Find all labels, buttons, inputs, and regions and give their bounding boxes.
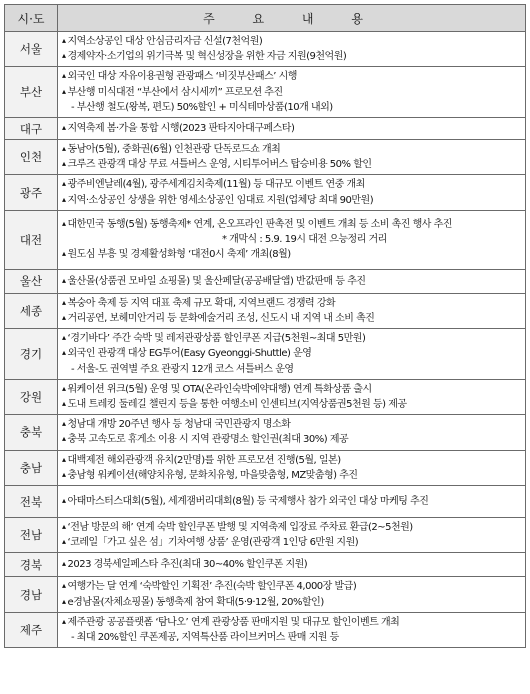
bullet-item: ▴ 부산행 미식대전 “부산에서 삼시세끼” 프로모션 추진 <box>62 85 522 100</box>
bullet-item: ▴ 지역·소상공인 상생을 위한 영세소상공인 임대료 지원(업체당 최대 90만원) <box>62 193 522 208</box>
bullet-item: ▴ 복숭아 축제 등 지역 대표 축제 규모 확대, 지역브랜드 경쟁력 강화 <box>62 296 522 311</box>
sub-item: * 개막식 : 5.9. 19시 대전 으능정리 거리 <box>222 234 387 246</box>
region-cell: 경남 <box>5 577 58 612</box>
content-column-header: 주 요 내 용 <box>58 5 526 32</box>
content-cell <box>58 269 526 293</box>
bullet-item: ▴ 여행가는 달 연계 ‘숙박할인 기획전’ 추진(숙박 할인쿠폰 4,000장 발급) <box>62 579 522 594</box>
bullet-item: ▴ 대백제전 해외관광객 유치(2만명)를 위한 프로모션 진행(5월, 일본) <box>62 453 522 468</box>
bullet-item: ▴ 충남형 워케이션(해양치유형, 문화치유형, 마을맞춤형, MZ맞춤형) 추진 <box>62 468 522 483</box>
content-cell <box>58 415 526 450</box>
content-cell <box>58 175 526 210</box>
region-cell: 전남 <box>5 518 58 553</box>
bullet-item: ▴ 경제약자·소기업의 위기극복 및 혁신성장을 위한 자금 지원(9천억원) <box>62 49 522 64</box>
content-cell <box>58 379 526 414</box>
region-cell: 부산 <box>5 67 58 118</box>
bullet-item: ▴ ‘경기바다’ 주간 숙박 및 레저관광상품 할인쿠폰 지급(5천원~최대 5만원) <box>62 331 522 346</box>
table-row <box>5 293 526 328</box>
bullet-item: ▴ e경남몰(자체쇼핑몰) 동행축제 참여 확대(5·9·12월, 20%할인) <box>62 595 522 610</box>
region-cell: 충남 <box>5 450 58 485</box>
content-cell <box>58 210 526 269</box>
bullet-item: ▴ 제주관광 공공플랫폼 ‘탐나오’ 연계 관광상품 판매지원 및 대규모 할인이벤트 개최 <box>62 615 522 630</box>
bullet-item: ▴ 지역소상공인 대상 안심금리자금 신설(7천억원) <box>62 34 522 49</box>
content-cell <box>58 612 526 647</box>
sub-item: - 부산행 철도(왕복, 편도) 50%할인 + 미식테마상품(10개 내외) <box>71 101 333 113</box>
region-cell: 광주 <box>5 175 58 210</box>
sub-item: - 최대 20%할인 쿠폰제공, 지역특산품 라이브커머스 판매 지원 등 <box>71 632 339 644</box>
region-column-header: 시·도 <box>5 5 58 32</box>
region-cell: 대구 <box>5 118 58 140</box>
bullet-item: ▴ ‘코레일「가고 싶은 섬」기차여행 상품’ 운영(관광객 1인당 6만원 지원) <box>62 535 522 550</box>
bullet-item: ▴ 2023 경북세일페스타 추진(최대 30~40% 할인쿠폰 지원) <box>62 557 522 572</box>
content-cell <box>58 450 526 485</box>
content-cell <box>58 118 526 140</box>
region-cell: 전북 <box>5 486 58 518</box>
table-row <box>5 486 526 518</box>
bullet-item: ▴ 외국인 대상 자유이용권형 관광패스 ‘비짓부산패스’ 시행 <box>62 69 522 84</box>
content-cell <box>58 67 526 118</box>
bullet-item: ▴ 거리공연, 보헤미안거리 등 문화예술거리 조성, 신도시 내 지역 내 소비 촉진 <box>62 311 522 326</box>
bullet-item: ▴ 지역축제 봄·가을 통합 시행(2023 판타지아대구페스타) <box>62 121 522 136</box>
table-row <box>5 518 526 553</box>
table-body <box>5 32 526 648</box>
content-cell <box>58 32 526 67</box>
sub-item: - 서울-도 권역별 주요 관광지 12개 코스 셔틀버스 운영 <box>71 363 294 375</box>
content-cell <box>58 140 526 175</box>
content-cell <box>58 553 526 577</box>
region-cell: 제주 <box>5 612 58 647</box>
bullet-item: ▴ 대한민국 동행(5월) 동행축제* 연계, 온오프라인 판촉전 및 이벤트 개최 등 소비 촉진 행사 추진 <box>62 217 522 232</box>
policy-table-container <box>4 4 526 648</box>
region-cell: 강원 <box>5 379 58 414</box>
content-cell <box>58 329 526 380</box>
bullet-item: ▴ 울산몰(상품권 모바일 쇼핑몰) 및 울산페달(공공배달앱) 반값판매 등 추진 <box>62 274 522 289</box>
region-cell: 경북 <box>5 553 58 577</box>
table-row <box>5 210 526 269</box>
table-row <box>5 612 526 647</box>
bullet-item: ▴ 워케이션 위크(5월) 운영 및 OTA(온라인숙박예약대행) 연계 특화상품 출시 <box>62 382 522 397</box>
bullet-item: ▴ 아태마스터스대회(5월), 세계잼버리대회(8월) 등 국제행사 참가 외국인 대상 마케팅 추진 <box>62 494 522 509</box>
table-row <box>5 329 526 380</box>
table-row <box>5 450 526 485</box>
table-row <box>5 553 526 577</box>
content-cell <box>58 577 526 612</box>
content-cell <box>58 486 526 518</box>
bullet-item: ▴ 동남아(5월), 중화권(6월) 인천관광 단독로드쇼 개최 <box>62 142 522 157</box>
region-cell: 경기 <box>5 329 58 380</box>
bullet-item: ▴ 청남대 개방 20주년 행사 등 청남대 국민관광지 명소화 <box>62 417 522 432</box>
bullet-item: ▴ 충북 고속도로 휴게소 이용 시 지역 관광명소 할인권(최대 30%) 제공 <box>62 432 522 447</box>
bullet-item: ▴ 외국인 관광객 대상 EG투어(Easy Gyeonggi-Shuttle) 운영 <box>62 346 522 361</box>
table-row <box>5 32 526 67</box>
region-cell: 세종 <box>5 293 58 328</box>
bullet-item: ▴ 도내 트레킹 둘레길 챌린지 등을 통한 여행소비 인센티브(지역상품권5천원 등) 제공 <box>62 397 522 412</box>
region-cell: 대전 <box>5 210 58 269</box>
table-row <box>5 67 526 118</box>
table-header-row <box>5 5 526 32</box>
region-cell: 인천 <box>5 140 58 175</box>
table-row <box>5 118 526 140</box>
region-cell: 서울 <box>5 32 58 67</box>
table-row <box>5 269 526 293</box>
region-cell: 충북 <box>5 415 58 450</box>
content-cell <box>58 293 526 328</box>
bullet-item: ▴ 광주비엔날레(4월), 광주세계김치축제(11월) 등 대규모 이벤트 연중 개최 <box>62 177 522 192</box>
table-row <box>5 175 526 210</box>
table-row <box>5 140 526 175</box>
bullet-item: ▴ ‘전남 방문의 해’ 연계 숙박 할인쿠폰 발행 및 지역축제 입장료 주차료 환급(2~5천원) <box>62 520 522 535</box>
bullet-item: ▴ 원도심 부흥 및 경제활성화형 ‘대전0시 축제’ 개최(8월) <box>62 247 522 262</box>
region-cell: 울산 <box>5 269 58 293</box>
table-row <box>5 577 526 612</box>
table-row <box>5 415 526 450</box>
regional-policy-table <box>4 4 526 648</box>
content-cell <box>58 518 526 553</box>
bullet-item: ▴ 크루즈 관광객 대상 무료 셔틀버스 운영, 시티투어버스 탑승비용 50% 할인 <box>62 157 522 172</box>
table-row <box>5 379 526 414</box>
